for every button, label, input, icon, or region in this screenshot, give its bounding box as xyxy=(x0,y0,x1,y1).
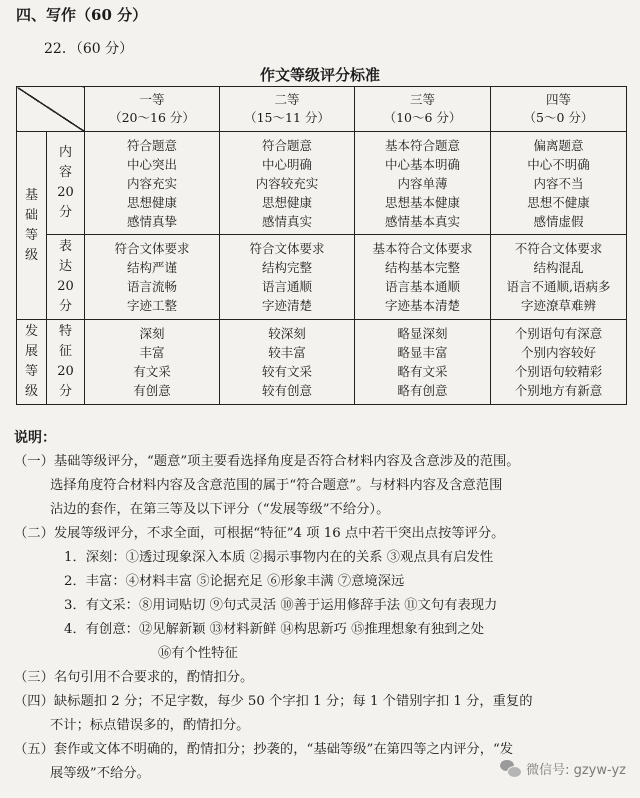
note-2-item-1: 1．深刻：①透过现象深入本质 ②揭示事物内在的关系 ③观点具有启发性 xyxy=(64,550,494,565)
feature-label: 特 征 20 分 xyxy=(47,320,85,405)
grade-header-1: 一等 （20～16 分） xyxy=(85,87,220,132)
grading-table xyxy=(16,86,627,405)
content-grade-3: 基本符合题意 中心基本明确 内容单薄 思想基本健康 感情基本真实 xyxy=(355,132,491,235)
expression-grade-1: 符合文体要求 结构严谨 语言流畅 字迹工整 xyxy=(85,235,220,320)
feature-grade-4: 个别语句有深意 个别内容较好 个别语句较精彩 个别地方有新意 xyxy=(491,320,627,405)
note-1-cont-b: 沾边的套作，在第三等及以下评分（“发展等级”不给分）。 xyxy=(50,502,390,517)
note-2-item-2: 2．丰富：④材料丰富 ⑤论据充足 ⑥形象丰满 ⑦意境深远 xyxy=(64,574,405,589)
content-label: 内 容 20 分 xyxy=(47,132,85,235)
wechat-icon xyxy=(500,760,522,778)
grade-header-4: 四等 （5～0 分） xyxy=(491,87,627,132)
basic-level-label: 基 础 等 级 xyxy=(17,132,47,320)
note-1: （一）基础等级评分，“题意”项主要看选择角度是否符合材料内容及含意涉及的范围。 xyxy=(14,454,520,469)
content-grade-1: 符合题意 中心突出 内容充实 思想健康 感情真挚 xyxy=(85,132,220,235)
expression-grade-4: 不符合文体要求 结构混乱 语言不通顺,语病多 字迹潦草难辨 xyxy=(491,235,627,320)
corner-cell xyxy=(17,87,85,132)
grade-header-3: 三等 （10～6 分） xyxy=(355,87,491,132)
feature-grade-1: 深刻 丰富 有文采 有创意 xyxy=(85,320,220,405)
question-number: 22．（60 分） xyxy=(44,41,134,57)
expression-label: 表 达 20 分 xyxy=(47,235,85,320)
expression-grade-3: 基本符合文体要求 结构基本完整 语言基本通顺 字迹基本清楚 xyxy=(355,235,491,320)
note-2-item-3: 3．有文采：⑧用词贴切 ⑨句式灵活 ⑩善于运用修辞手法 ⑪文句有表现力 xyxy=(64,598,498,613)
development-level-label: 发 展 等 级 xyxy=(17,320,47,405)
expression-grade-2: 符合文体要求 结构完整 语言通顺 字迹清楚 xyxy=(220,235,355,320)
note-4-cont: 不计；标点错误多的，酌情扣分。 xyxy=(50,718,250,733)
notes-title: 说明： xyxy=(14,430,56,446)
note-1-cont-a: 选择角度符合材料内容及含意范围的属于“符合题意”。与材料内容及含意范围 xyxy=(50,478,503,493)
content-grade-4: 偏离题意 中心不明确 内容不当 思想不健康 感情虚假 xyxy=(491,132,627,235)
feature-grade-3: 略显深刻 略显丰富 略有文采 略有创意 xyxy=(355,320,491,405)
watermark-text: 微信号: gzyw-yz xyxy=(526,763,626,778)
note-5: （五）套作或文体不明确的，酌情扣分；抄袭的，“基础等级”在第四等之内评分，“发 xyxy=(14,742,514,757)
notes-section xyxy=(14,426,630,786)
wechat-watermark xyxy=(500,759,626,778)
section-heading: 四、写作（60 分） xyxy=(16,6,148,24)
note-2-item-4-cont: ⑯有个性特征 xyxy=(158,646,238,661)
table-title: 作文等级评分标准 xyxy=(259,66,380,84)
note-2-item-4: 4．有创意：⑫见解新颖 ⑬材料新鲜 ⑭构思新巧 ⑮推理想象有独到之处 xyxy=(64,622,485,637)
grade-header-2: 二等 （15～11 分） xyxy=(220,87,355,132)
note-2: （二）发展等级评分，不求全面，可根据“特征”4 项 16 点中若干突出点按等评分。 xyxy=(14,526,505,541)
content-grade-2: 符合题意 中心明确 内容较充实 思想健康 感情真实 xyxy=(220,132,355,235)
note-4: （四）缺标题扣 2 分；不足字数，每少 50 个字扣 1 分；每 1 个错别字扣 1 分，重复的 xyxy=(14,694,533,709)
note-5-cont: 展等级”不给分。 xyxy=(50,766,150,781)
feature-grade-2: 较深刻 较丰富 较有文采 较有创意 xyxy=(220,320,355,405)
note-3: （三）名句引用不合要求的，酌情扣分。 xyxy=(14,670,254,685)
